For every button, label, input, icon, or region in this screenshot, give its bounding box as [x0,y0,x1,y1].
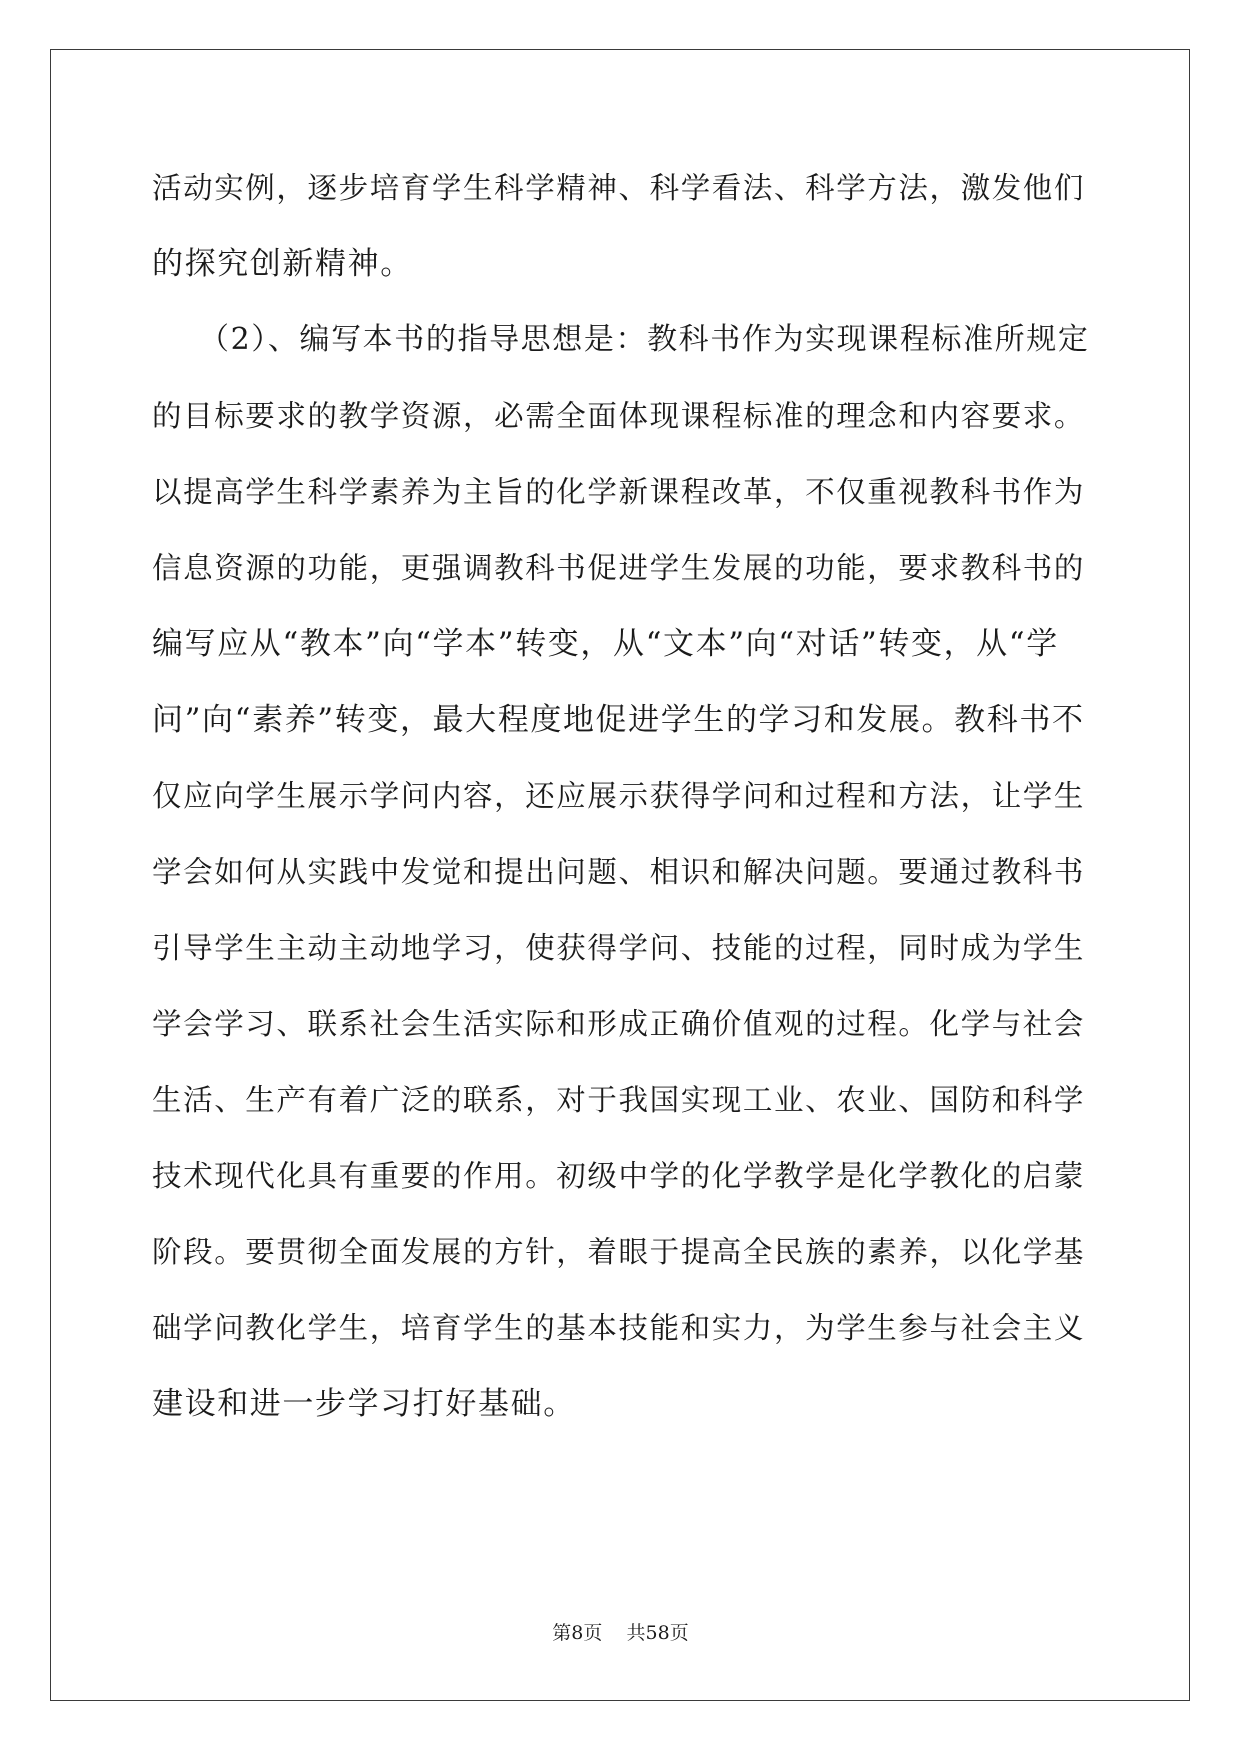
paragraph-line: 阶段。要贯彻全面发展的方针，着眼于提高全民族的素养，以化学基 [152,1235,1086,1269]
paragraph-line: 活动实例，逐步培育学生科学精神、科学看法、科学方法，激发他们 [152,171,1086,205]
paragraph-line: 建设和进一步学习打好基础。 [152,1386,576,1422]
paragraph-line: 以提高学生科学素养为主旨的化学新课程改革，不仅重视教科书作为 [152,475,1086,509]
paragraph-line: 的目标要求的教学资源，必需全面体现课程标准的理念和内容要求。 [152,399,1086,433]
paragraph-line: （2）、编写本书的指导思想是：教科书作为实现课程标准所规定 [199,322,1090,357]
paragraph-line: 生活、生产有着广泛的联系，对于我国实现工业、农业、国防和科学 [152,1083,1086,1117]
paragraph-line: 础学问教化学生，培育学生的基本技能和实力，为学生参与社会主义 [152,1311,1086,1345]
paragraph-line: 仅应向学生展示学问内容，还应展示获得学问和过程和方法，让学生 [152,779,1086,813]
paragraph-line: 的探究创新精神。 [152,246,413,282]
current-page-number: 第8页 [552,1622,603,1644]
paragraph-line: 技术现代化具有重要的作用。初级中学的化学教学是化学教化的启蒙 [152,1159,1086,1193]
paragraph-line: 信息资源的功能，更强调教科书促进学生发展的功能，要求教科书的 [152,551,1086,585]
paragraph-line: 编写应从“教本”向“学本”转变，从“文本”向“对话”转变，从“学 [152,626,1059,662]
paragraph-line: 问”向“素养”转变，最大程度地促进学生的学习和发展。教科书不 [152,702,1085,738]
document-body [152,160,1092,1452]
page-footer [0,1618,1241,1645]
total-page-count: 共58页 [626,1622,689,1644]
paragraph-line: 学会学习、联系社会生活实际和形成正确价值观的过程。化学与社会 [152,1007,1086,1041]
paragraph-line: 学会如何从实践中发觉和提出问题、相识和解决问题。要通过教科书 [152,855,1086,889]
paragraph-line: 引导学生主动主动地学习，使获得学问、技能的过程，同时成为学生 [152,931,1086,965]
